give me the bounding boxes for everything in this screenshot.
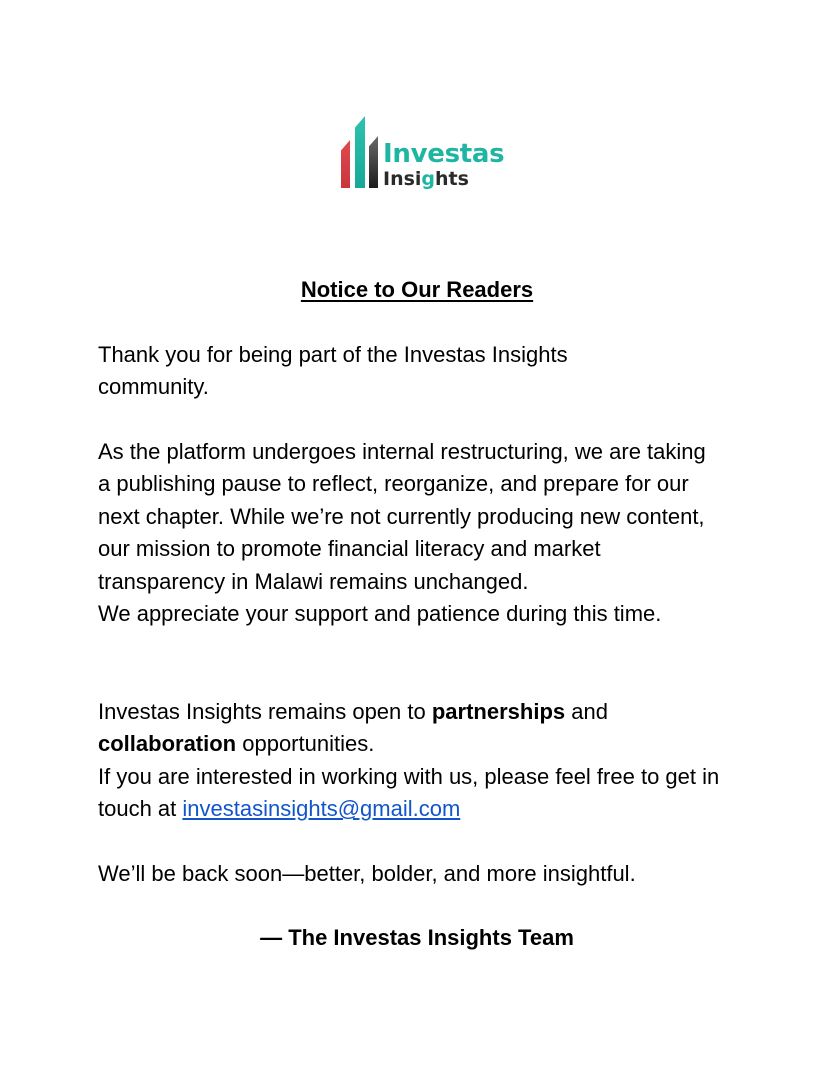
emphasis-collaboration: collaboration <box>98 731 237 757</box>
logo-wordmark-investas: Investas <box>383 139 505 169</box>
paragraph-text: We’ll be back soon—better, bolder, and more insightful. <box>98 861 636 886</box>
paragraph-text: As the platform undergoes internal restructuring, we are taking a publishing pause to reflect, reorganize, and prepare for our next chapter. While we’re not currently producing new content, our mission to promote financial literacy and market transparency in Malawi remains unchanged. <box>98 439 706 594</box>
page-title: Notice to Our Readers <box>300 277 534 302</box>
logo-text-part: Insi <box>383 168 422 190</box>
paragraph-text: We appreciate your support and patience during this time. <box>98 601 662 627</box>
paragraph-text: Thank you for being part of the Investas Insights community. <box>98 342 568 400</box>
logo-wordmark-insights <box>383 170 469 189</box>
logo-text-part: hts <box>435 168 469 190</box>
emphasis-partnerships: partnerships <box>431 699 566 724</box>
email-link[interactable]: investasinsights@gmail.com <box>182 796 461 822</box>
paragraph-text <box>98 696 748 761</box>
paragraph-restructuring <box>98 436 748 630</box>
text-span: and <box>565 699 608 724</box>
text-span: If you are interested in working with us, please feel free to get in touch at <box>98 763 720 822</box>
text-span: Investas Insights remains open to <box>98 699 432 724</box>
logo-bar-red-icon <box>341 140 350 188</box>
logo-bar-teal-icon <box>355 116 365 188</box>
investas-insights-logo <box>338 112 508 202</box>
signature: — The Investas Insights Team <box>260 925 574 950</box>
paragraph-text <box>98 761 738 826</box>
paragraph-partnerships <box>98 696 748 826</box>
logo-text-accent: g <box>421 168 436 190</box>
paragraph-thanks <box>98 339 748 404</box>
logo-bar-dark-icon <box>369 136 378 188</box>
paragraph-closing <box>98 858 748 890</box>
text-span: opportunities. <box>236 731 375 757</box>
